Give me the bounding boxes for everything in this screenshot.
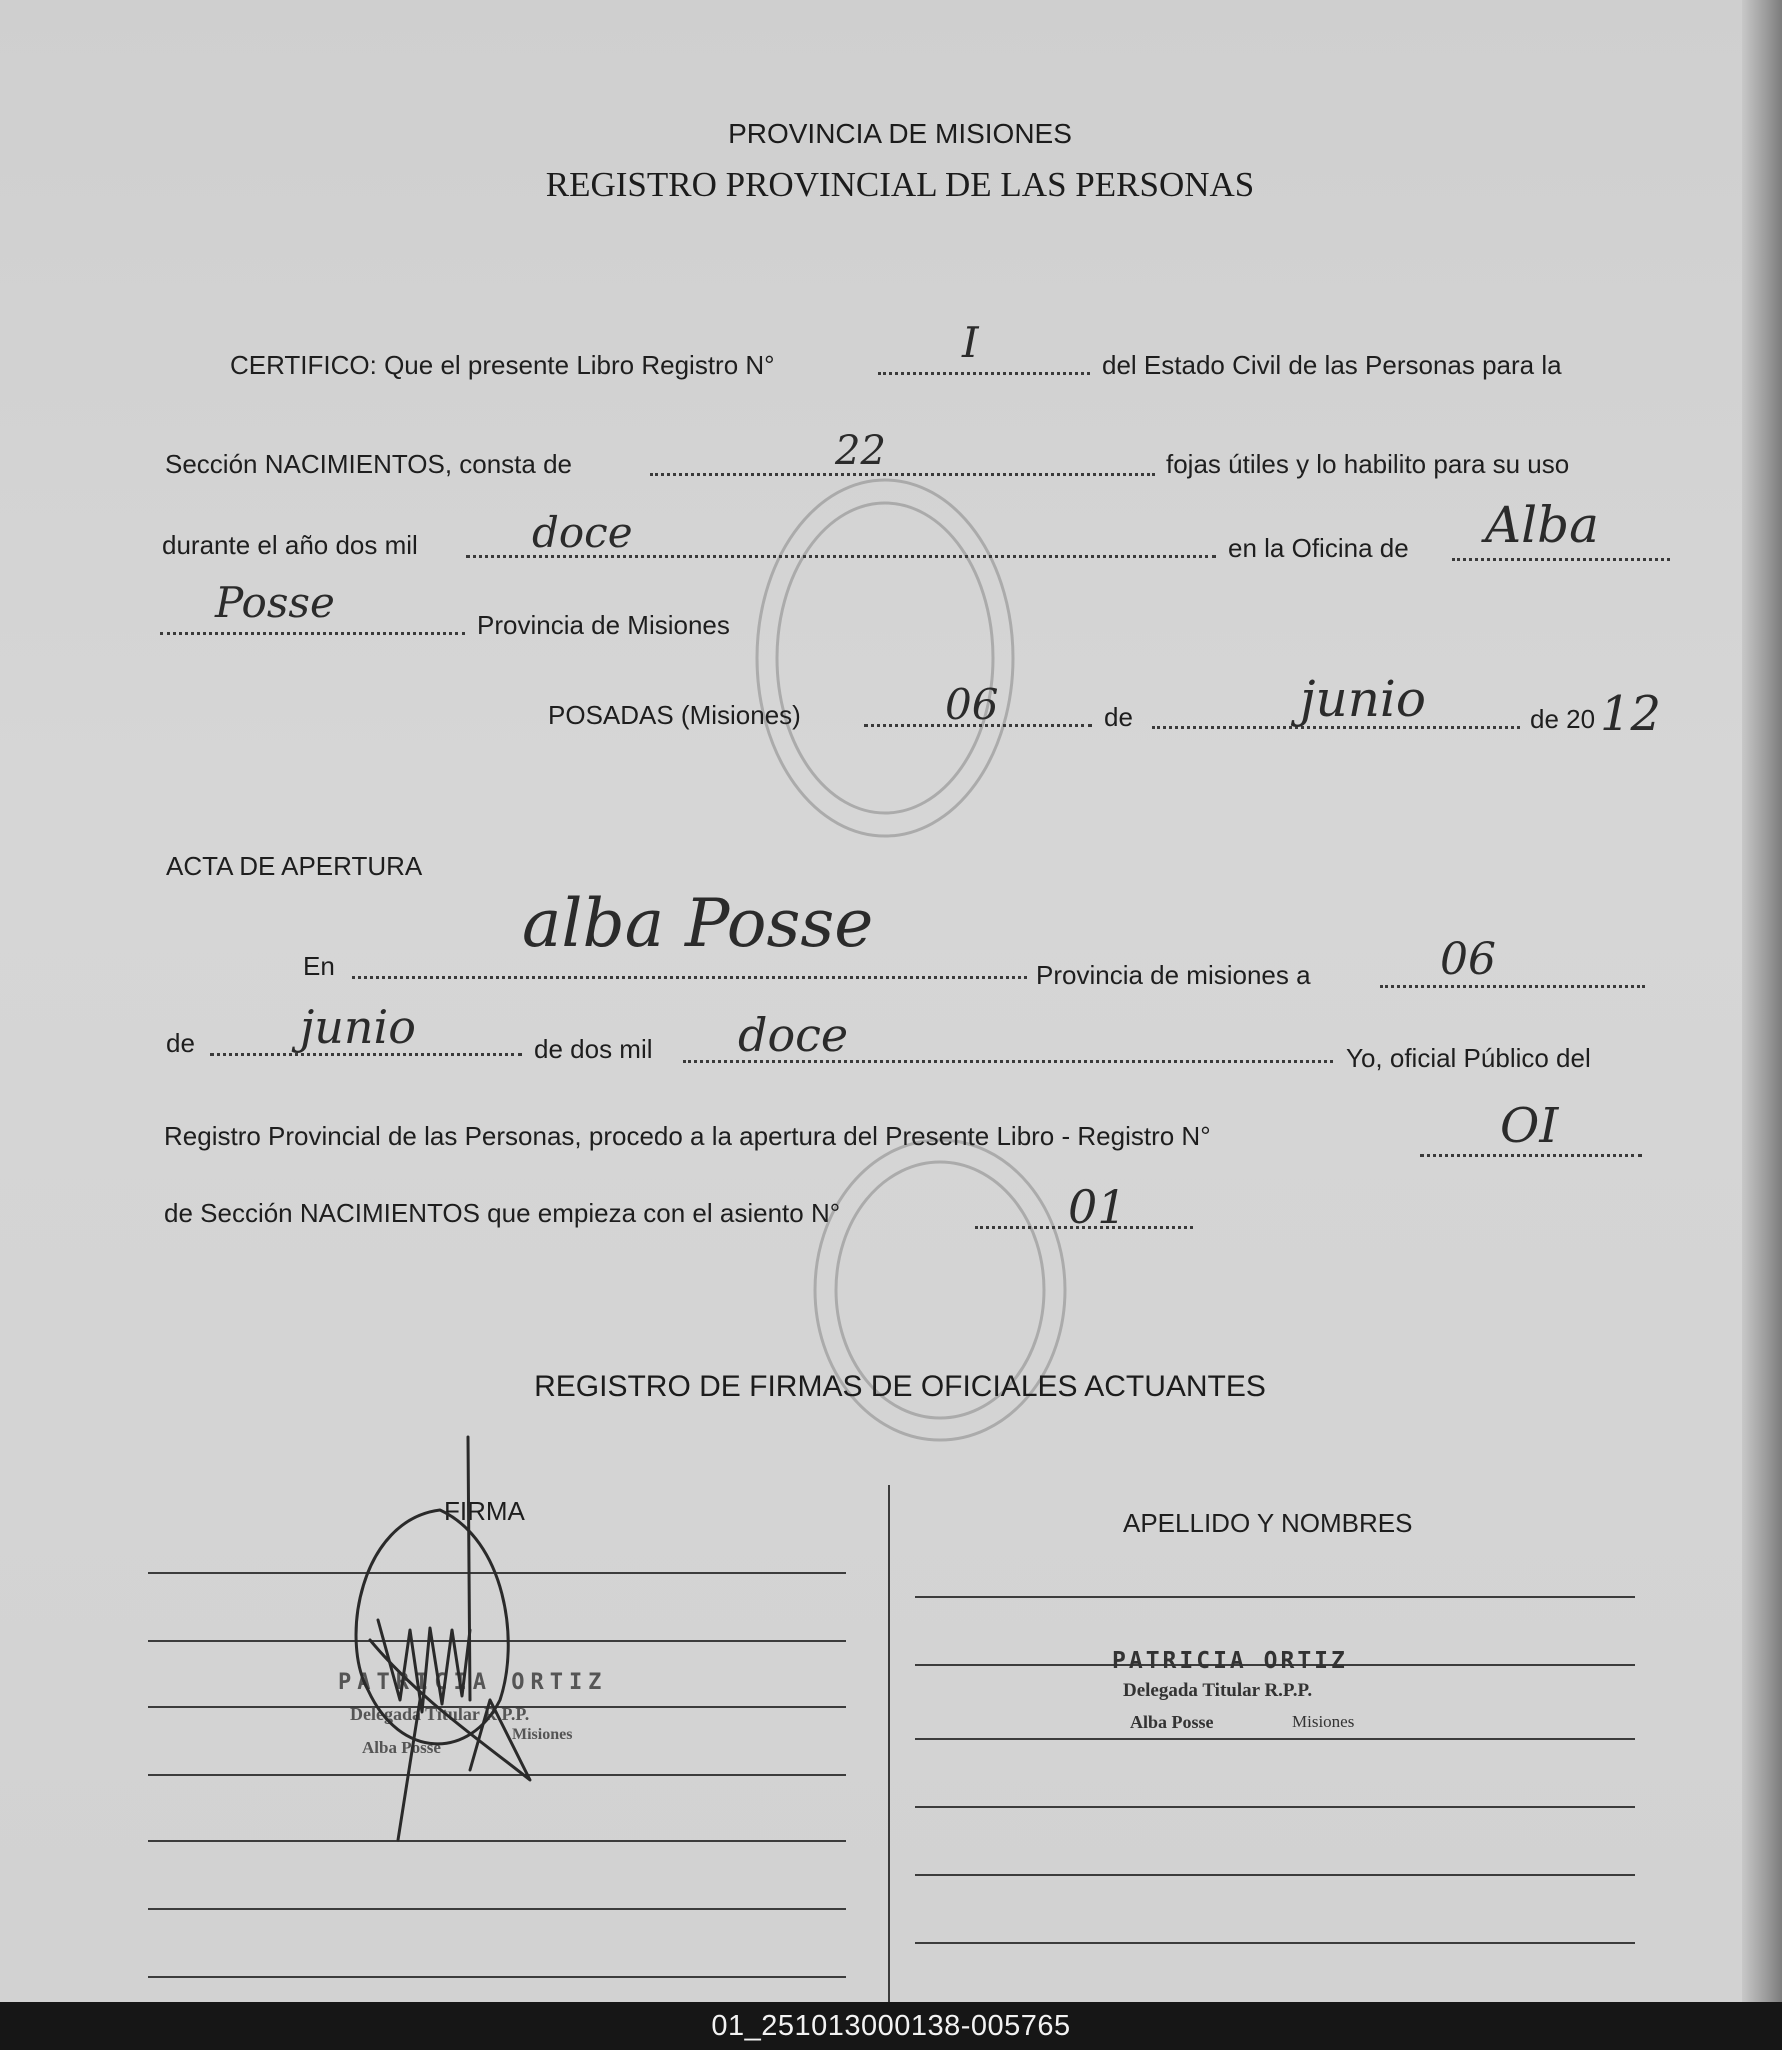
opening-registry-number: OI (1500, 1098, 1559, 1154)
office-name-part2: Posse (215, 578, 335, 627)
registry-heading: REGISTRO PROVINCIAL DE LAS PERSONAS (545, 165, 1255, 204)
dotted-fill (160, 632, 465, 635)
signature-line (148, 1976, 846, 1978)
opening-section-line: de Sección NACIMIENTOS que empieza con el asiento N° (164, 1198, 841, 1228)
opening-month: junio (300, 1000, 416, 1054)
cert-line1-prefix: CERTIFICO: Que el presente Libro Registro N° (230, 350, 775, 380)
signatures-title: REGISTRO DE FIRMAS DE OFICIALES ACTUANTES (534, 1370, 1266, 1403)
name-line (915, 1738, 1635, 1740)
opening-year-words: doce (738, 1008, 849, 1062)
firma-header: FIRMA (444, 1496, 525, 1526)
issue-year-digits: 12 (1600, 686, 1662, 742)
date-of-label: de (1104, 702, 1133, 732)
firma-stamp-place: Alba Posse (362, 1738, 441, 1757)
name-line (915, 1596, 1635, 1598)
firma-stamp-name: PATRICIA ORTIZ (338, 1670, 608, 1695)
signature-line (148, 1774, 846, 1776)
year-in-words: doce (532, 508, 633, 557)
dotted-fill (650, 473, 1155, 476)
document-id-footer: 01_251013000138-005765 (0, 2002, 1782, 2050)
name-line (915, 1942, 1635, 1944)
firma-stamp-role: Delegada Titular R.P.P. (350, 1704, 530, 1724)
office-name-part1: Alba (1485, 496, 1599, 554)
cert-line1-suffix: del Estado Civil de las Personas para la (1102, 350, 1562, 380)
province-heading: PROVINCIA DE MISIONES (728, 118, 1072, 149)
cert-line3-prefix: durante el año dos mil (162, 530, 418, 560)
folios-count: 22 (835, 428, 886, 474)
dotted-fill (1380, 985, 1645, 988)
opening-registry-line: Registro Provincial de las Personas, procedo a la apertura del Presente Libro - Registro N° (164, 1121, 1211, 1151)
dotted-fill (1420, 1154, 1642, 1157)
opening-en-label: En (303, 951, 335, 981)
place-date-prefix: POSADAS (Misiones) (548, 700, 801, 730)
cert-line3-suffix: en la Oficina de (1228, 533, 1409, 563)
cert-line2-suffix: fojas útiles y lo habilito para su uso (1166, 449, 1570, 479)
signature-line (148, 1640, 846, 1642)
opening-entry-number: 01 (1068, 1180, 1127, 1234)
column-divider (888, 1485, 890, 2002)
book-number: I (962, 318, 979, 367)
opening-dosmil-label: de dos mil (534, 1034, 653, 1064)
issue-day: 06 (945, 680, 999, 729)
name-line (915, 1806, 1635, 1808)
opening-day: 06 (1440, 934, 1496, 985)
firma-stamp-province: Misiones (512, 1726, 573, 1743)
signature-line (148, 1908, 846, 1910)
year-prefix: de 20 (1530, 704, 1596, 734)
dotted-fill (1452, 558, 1670, 561)
cert-line4-suffix: Provincia de Misiones (477, 610, 730, 640)
name-stamp-province: Misiones (1292, 1712, 1355, 1731)
opening-official-label: Yo, oficial Público del (1346, 1043, 1591, 1073)
signature-line (148, 1572, 846, 1574)
page-edge (1742, 0, 1782, 2002)
opening-province-label: Provincia de misiones a (1036, 960, 1311, 990)
name-stamp-role: Delegada Titular R.P.P. (1123, 1680, 1313, 1701)
opening-title: ACTA DE APERTURA (166, 851, 423, 881)
name-line (915, 1874, 1635, 1876)
dotted-fill (878, 372, 1090, 375)
names-header: APELLIDO Y NOMBRES (1123, 1508, 1413, 1538)
opening-de-label: de (166, 1028, 195, 1058)
cert-line2-prefix: Sección NACIMIENTOS, consta de (165, 449, 573, 479)
signature-line (148, 1840, 846, 1842)
opening-place: alba Posse (522, 885, 874, 962)
name-stamp-name: PATRICIA ORTIZ (1112, 1648, 1348, 1674)
name-stamp-place: Alba Posse (1130, 1712, 1214, 1732)
issue-month: junio (1300, 670, 1427, 728)
dotted-fill (352, 976, 1027, 979)
